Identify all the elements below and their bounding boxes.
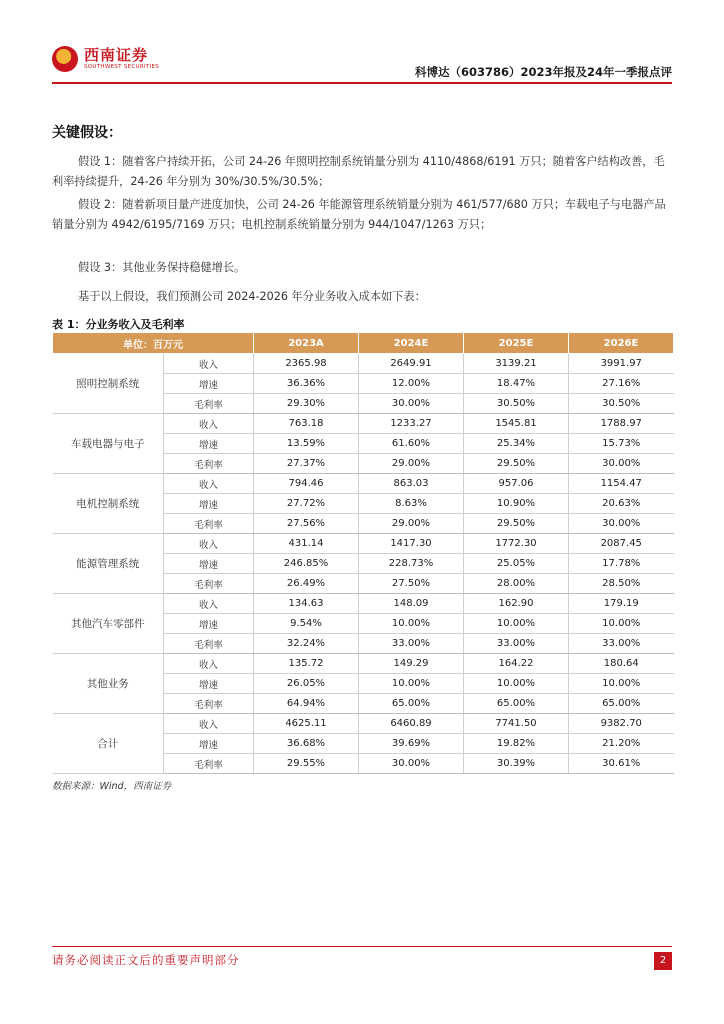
segment-name: 电机控制系统 xyxy=(53,474,164,534)
table-cell: 30.39% xyxy=(464,754,569,774)
metric-label: 毛利率 xyxy=(164,754,254,774)
table-cell: 10.90% xyxy=(464,494,569,514)
segment-name: 其他汽车零部件 xyxy=(53,594,164,654)
logo-emblem-icon xyxy=(52,46,78,72)
table-cell: 2649.91 xyxy=(359,354,464,374)
segment-name: 照明控制系统 xyxy=(53,354,164,414)
table-row xyxy=(53,354,674,374)
table-cell: 134.63 xyxy=(254,594,359,614)
metric-label: 毛利率 xyxy=(164,454,254,474)
table-cell: 19.82% xyxy=(464,734,569,754)
table-cell: 27.72% xyxy=(254,494,359,514)
data-source: 数据来源：Wind，西南证券 xyxy=(52,781,172,792)
metric-label: 毛利率 xyxy=(164,694,254,714)
table-cell: 10.00% xyxy=(359,674,464,694)
table-header-unit: 单位：百万元 xyxy=(53,333,254,354)
table-cell: 4625.11 xyxy=(254,714,359,734)
table-cell: 8.63% xyxy=(359,494,464,514)
table-cell: 1772.30 xyxy=(464,534,569,554)
table-cell: 21.20% xyxy=(569,734,674,754)
table-cell: 27.50% xyxy=(359,574,464,594)
table-cell: 28.00% xyxy=(464,574,569,594)
table-cell: 30.00% xyxy=(359,394,464,414)
metric-label: 收入 xyxy=(164,354,254,374)
table-cell: 179.19 xyxy=(569,594,674,614)
table-cell: 39.69% xyxy=(359,734,464,754)
footer-divider xyxy=(52,946,672,947)
segment-name: 合计 xyxy=(53,714,164,774)
table-cell: 65.00% xyxy=(464,694,569,714)
forecast-intro: 基于以上假设，我们预测公司 2024-2026 年分业务收入成本如下表： xyxy=(78,290,426,303)
metric-label: 收入 xyxy=(164,714,254,734)
metric-label: 收入 xyxy=(164,594,254,614)
table-cell: 18.47% xyxy=(464,374,569,394)
table-cell: 431.14 xyxy=(254,534,359,554)
metric-label: 增速 xyxy=(164,674,254,694)
assumption-2: 假设 2：随着新项目量产进度加快，公司 24-26 年能源管理系统销量分别为 461/577/680 万只；车载电子与电器产品销量分别为 4942/6195/7169 万只；电机控制系统销量分别为 944/1047/1263 万只； xyxy=(52,198,666,231)
metric-label: 收入 xyxy=(164,414,254,434)
table-header-year: 2025E xyxy=(464,333,569,354)
table-cell: 26.49% xyxy=(254,574,359,594)
table-header-row xyxy=(53,333,674,354)
segment-name: 车载电器与电子 xyxy=(53,414,164,474)
table-cell: 64.94% xyxy=(254,694,359,714)
metric-label: 增速 xyxy=(164,554,254,574)
table-cell: 763.18 xyxy=(254,414,359,434)
table-cell: 1417.30 xyxy=(359,534,464,554)
table-cell: 33.00% xyxy=(569,634,674,654)
page-header xyxy=(52,40,672,80)
table-cell: 29.00% xyxy=(359,454,464,474)
section-title: 关键假设： xyxy=(52,125,122,141)
table-header-year: 2026E xyxy=(569,333,674,354)
revenue-margin-table xyxy=(52,332,674,774)
table-cell: 863.03 xyxy=(359,474,464,494)
table-cell: 3139.21 xyxy=(464,354,569,374)
table-cell: 30.00% xyxy=(569,514,674,534)
table-header-year: 2023A xyxy=(254,333,359,354)
table-cell: 10.00% xyxy=(359,614,464,634)
table-cell: 1545.81 xyxy=(464,414,569,434)
table-cell: 1233.27 xyxy=(359,414,464,434)
table-header-year: 2024E xyxy=(359,333,464,354)
logo-text-en: SOUTHWEST SECURITIES xyxy=(84,64,160,70)
metric-label: 收入 xyxy=(164,654,254,674)
table-cell: 180.64 xyxy=(569,654,674,674)
table-cell: 9382.70 xyxy=(569,714,674,734)
table-cell: 36.68% xyxy=(254,734,359,754)
metric-label: 毛利率 xyxy=(164,514,254,534)
table-cell: 33.00% xyxy=(359,634,464,654)
table-cell: 25.34% xyxy=(464,434,569,454)
segment-name: 能源管理系统 xyxy=(53,534,164,594)
table-cell: 162.90 xyxy=(464,594,569,614)
table-cell: 13.59% xyxy=(254,434,359,454)
metric-label: 增速 xyxy=(164,434,254,454)
metric-label: 增速 xyxy=(164,734,254,754)
table-cell: 25.05% xyxy=(464,554,569,574)
table-cell: 12.00% xyxy=(359,374,464,394)
table-cell: 135.72 xyxy=(254,654,359,674)
table-row xyxy=(53,714,674,734)
table-cell: 65.00% xyxy=(569,694,674,714)
table-cell: 30.00% xyxy=(569,454,674,474)
table-cell: 29.00% xyxy=(359,514,464,534)
table-cell: 32.24% xyxy=(254,634,359,654)
company-logo xyxy=(52,44,162,76)
table-cell: 17.78% xyxy=(569,554,674,574)
table-cell: 30.61% xyxy=(569,754,674,774)
table-cell: 3991.97 xyxy=(569,354,674,374)
table-cell: 29.50% xyxy=(464,454,569,474)
table-cell: 30.50% xyxy=(569,394,674,414)
table-title: 表 1：分业务收入及毛利率 xyxy=(52,318,185,331)
table-cell: 6460.89 xyxy=(359,714,464,734)
table-cell: 65.00% xyxy=(359,694,464,714)
table-row xyxy=(53,474,674,494)
metric-label: 增速 xyxy=(164,374,254,394)
table-cell: 27.56% xyxy=(254,514,359,534)
table-cell: 1788.97 xyxy=(569,414,674,434)
header-divider xyxy=(52,82,672,84)
table-row xyxy=(53,414,674,434)
report-title: 科博达（603786）2023年报及24年一季报点评 xyxy=(414,65,672,79)
assumption-1: 假设 1：随着客户持续开拓，公司 24-26 年照明控制系统销量分别为 4110/4868/6191 万只；随着客户结构改善，毛利率持续提升，24-26 年分别为 30%/30.5%/30.5%； xyxy=(52,155,665,188)
table-cell: 957.06 xyxy=(464,474,569,494)
metric-label: 增速 xyxy=(164,614,254,634)
table-cell: 7741.50 xyxy=(464,714,569,734)
table-cell: 164.22 xyxy=(464,654,569,674)
table-cell: 36.36% xyxy=(254,374,359,394)
segment-name: 其他业务 xyxy=(53,654,164,714)
table-cell: 9.54% xyxy=(254,614,359,634)
table-cell: 2365.98 xyxy=(254,354,359,374)
table-cell: 29.50% xyxy=(464,514,569,534)
table-cell: 30.00% xyxy=(359,754,464,774)
table-cell: 10.00% xyxy=(464,614,569,634)
page-number: 2 xyxy=(654,952,672,970)
table-cell: 28.50% xyxy=(569,574,674,594)
table-cell: 30.50% xyxy=(464,394,569,414)
table-row xyxy=(53,654,674,674)
table-cell: 149.29 xyxy=(359,654,464,674)
table-cell: 2087.45 xyxy=(569,534,674,554)
metric-label: 毛利率 xyxy=(164,574,254,594)
table-row xyxy=(53,594,674,614)
table-row xyxy=(53,534,674,554)
metric-label: 毛利率 xyxy=(164,394,254,414)
table-cell: 148.09 xyxy=(359,594,464,614)
footer-disclaimer: 请务必阅读正文后的重要声明部分 xyxy=(52,953,240,967)
table-cell: 61.60% xyxy=(359,434,464,454)
assumption-3: 假设 3：其他业务保持稳健增长。 xyxy=(78,261,246,274)
table-cell: 10.00% xyxy=(569,674,674,694)
table-cell: 228.73% xyxy=(359,554,464,574)
logo-text-cn: 西南证券 xyxy=(84,46,149,64)
metric-label: 毛利率 xyxy=(164,634,254,654)
table-cell: 29.55% xyxy=(254,754,359,774)
table-cell: 26.05% xyxy=(254,674,359,694)
table-cell: 27.16% xyxy=(569,374,674,394)
table-cell: 1154.47 xyxy=(569,474,674,494)
table-cell: 10.00% xyxy=(569,614,674,634)
metric-label: 收入 xyxy=(164,474,254,494)
table-cell: 15.73% xyxy=(569,434,674,454)
table-cell: 20.63% xyxy=(569,494,674,514)
metric-label: 收入 xyxy=(164,534,254,554)
table-cell: 27.37% xyxy=(254,454,359,474)
table-cell: 794.46 xyxy=(254,474,359,494)
table-cell: 33.00% xyxy=(464,634,569,654)
table-cell: 29.30% xyxy=(254,394,359,414)
metric-label: 增速 xyxy=(164,494,254,514)
table-cell: 246.85% xyxy=(254,554,359,574)
table-cell: 10.00% xyxy=(464,674,569,694)
